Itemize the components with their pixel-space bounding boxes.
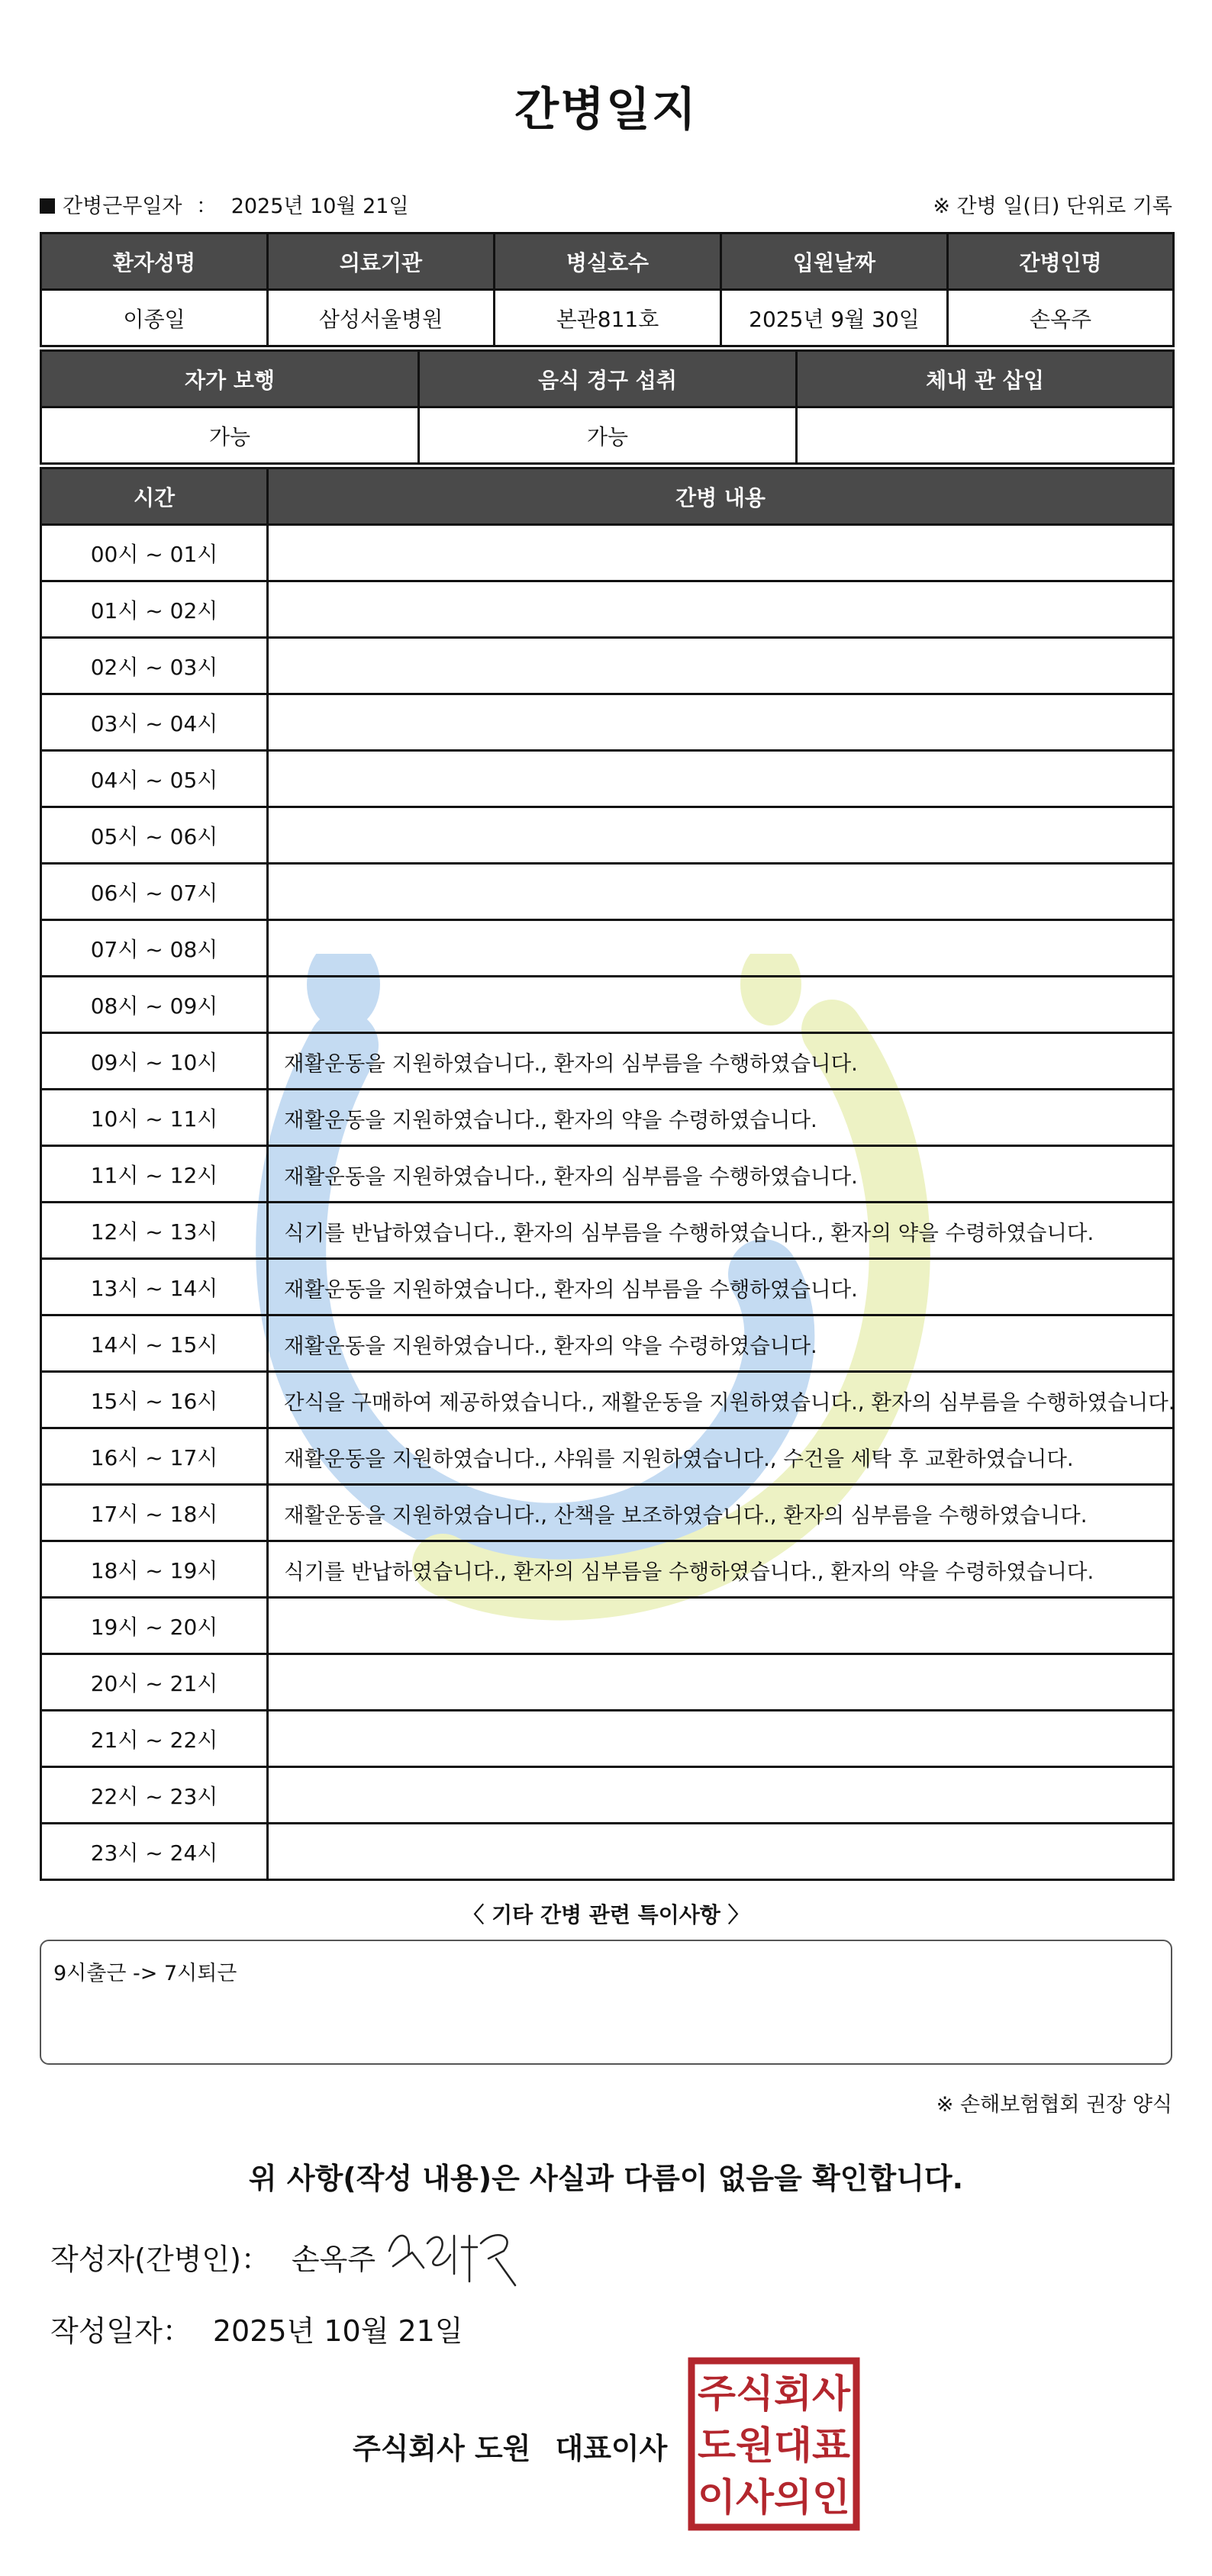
special-notes-text: 9시출근 -> 7시퇴근 [53,1962,237,1985]
table-row [41,1711,1174,1767]
header-time: 시간 [41,469,268,525]
time-slot: 01시 ~ 02시 [41,581,268,638]
time-slot: 20시 ~ 21시 [41,1654,268,1711]
care-content [268,807,1174,864]
care-content: 재활운동을 지원하였습니다., 환자의 약을 수령하였습니다. [268,1315,1174,1372]
page-title: 간병일지 [514,83,698,137]
tube-insertion [797,407,1174,464]
care-content [268,525,1174,581]
care-content [268,977,1174,1033]
oral-intake: 가능 [419,407,797,464]
work-date-separator: ： [196,195,218,218]
written-date-value: 2025년 10월 21일 [212,2314,463,2348]
patient-status-header-row [41,351,1174,407]
table-row [41,1146,1174,1203]
writer-line [50,2236,376,2278]
time-slot: 07시 ~ 08시 [41,920,268,977]
seal-text-line: 이사의인 [698,2475,850,2520]
company-seal-stamp [687,2356,861,2532]
time-slot: 21시 ~ 22시 [41,1711,268,1767]
time-slot: 16시 ~ 17시 [41,1428,268,1485]
time-slot: 12시 ~ 13시 [41,1203,268,1259]
seal-text-line: 도원대표 [698,2423,851,2468]
care-log-header-row [41,469,1174,525]
header-care-content: 간병 내용 [268,469,1174,525]
table-row [41,1090,1174,1146]
writer-name: 손옥주 [291,2243,376,2276]
time-slot: 08시 ~ 09시 [41,977,268,1033]
time-slot: 18시 ~ 19시 [41,1541,268,1598]
table-row [41,920,1174,977]
table-row [41,694,1174,751]
recommended-form-note: ※ 손해보험협회 권장 양식 [936,2093,1172,2117]
header-admission-date: 입원날짜 [721,233,948,290]
care-content: 식기를 반납하였습니다., 환자의 심부름을 수행하였습니다., 환자의 약을 수령하였습니다. [268,1541,1174,1598]
care-content: 재활운동을 지원하였습니다., 환자의 약을 수령하였습니다. [268,1090,1174,1146]
work-date-value: 2025년 10월 21일 [230,195,409,218]
time-slot: 02시 ~ 03시 [41,638,268,694]
care-content [268,638,1174,694]
seal-text-line: 주식회사 [698,2372,851,2416]
care-content [268,694,1174,751]
table-row [41,1598,1174,1654]
care-content [268,1767,1174,1824]
header-room-number: 병실호수 [495,233,721,290]
care-content: 재활운동을 지원하였습니다., 환자의 심부름을 수행하였습니다. [268,1259,1174,1315]
record-unit-note: ※ 간병 일(日) 단위로 기록 [933,195,1172,218]
self-walking: 가능 [41,407,419,464]
care-content: 간식을 구매하여 제공하였습니다., 재활운동을 지원하였습니다., 환자의 심부름을 수행하였습니다. [268,1372,1174,1428]
time-slot: 19시 ~ 20시 [41,1598,268,1654]
confirmation-statement: 위 사항(작성 내용)은 사실과 다름이 없음을 확인합니다. [248,2162,964,2195]
table-row [41,581,1174,638]
care-content [268,1824,1174,1880]
patient-name: 이종일 [41,290,268,346]
table-row [41,864,1174,920]
square-bullet-icon [40,198,55,214]
time-slot: 23시 ~ 24시 [41,1824,268,1880]
table-row [41,1428,1174,1485]
care-content: 식기를 반납하였습니다., 환자의 심부름을 수행하였습니다., 환자의 약을 수령하였습니다. [268,1203,1174,1259]
table-row [41,1767,1174,1824]
care-content: 재활운동을 지원하였습니다., 환자의 심부름을 수행하였습니다. [268,1033,1174,1090]
care-content [268,1654,1174,1711]
care-content: 재활운동을 지원하였습니다., 산책을 보조하였습니다., 환자의 심부름을 수행하였습니다. [268,1485,1174,1541]
time-slot: 00시 ~ 01시 [41,525,268,581]
table-row [41,751,1174,807]
table-row [41,807,1174,864]
writer-label: 작성자(간병인)： [50,2243,270,2276]
admission-date: 2025년 9월 30일 [721,290,948,346]
time-slot: 03시 ~ 04시 [41,694,268,751]
table-row [41,638,1174,694]
written-date-line [50,2307,463,2349]
special-notes-heading: 〈 기타 간병 관련 특이사항 〉 [463,1902,749,1927]
special-notes-box [40,1940,1172,2065]
patient-info-header-row [41,233,1174,290]
table-row [41,1485,1174,1541]
table-row [41,1824,1174,1880]
patient-status-value-row [41,407,1174,464]
time-slot: 11시 ~ 12시 [41,1146,268,1203]
care-content [268,864,1174,920]
care-content [268,920,1174,977]
header-oral-intake: 음식 경구 섭취 [419,351,797,407]
caregiver-name: 손옥주 [948,290,1174,346]
patient-info-value-row [41,290,1174,346]
care-content: 재활운동을 지원하였습니다., 샤워를 지원하였습니다., 수건을 세탁 후 교환하였습니다. [268,1428,1174,1485]
care-log-table [40,467,1175,1881]
table-row [41,1259,1174,1315]
time-slot: 13시 ~ 14시 [41,1259,268,1315]
header-self-walking: 자가 보행 [41,351,419,407]
table-row [41,1033,1174,1090]
table-row [41,1541,1174,1598]
header-hospital: 의료기관 [268,233,495,290]
time-slot: 06시 ~ 07시 [41,864,268,920]
header-caregiver-name: 간병인명 [948,233,1174,290]
header-patient-name: 환자성명 [41,233,268,290]
time-slot: 04시 ~ 05시 [41,751,268,807]
company-title: 대표이사 [555,2432,668,2465]
table-row [41,1372,1174,1428]
time-slot: 15시 ~ 16시 [41,1372,268,1428]
time-slot: 17시 ~ 18시 [41,1485,268,1541]
table-row [41,1315,1174,1372]
time-slot: 10시 ~ 11시 [41,1090,268,1146]
handwritten-signature [382,2213,534,2289]
patient-status-table [40,349,1175,465]
company-name: 주식회사 도원 [353,2432,531,2465]
table-row [41,1203,1174,1259]
work-date-line [40,189,409,219]
time-slot: 05시 ~ 06시 [41,807,268,864]
work-date-label: 간병근무일자 [63,195,182,218]
header-tube-insertion: 체내 관 삽입 [797,351,1174,407]
written-date-label: 작성일자： [50,2314,192,2348]
care-content [268,1598,1174,1654]
table-row [41,1654,1174,1711]
company-line [353,2425,667,2467]
time-slot: 14시 ~ 15시 [41,1315,268,1372]
table-row [41,977,1174,1033]
table-row [41,525,1174,581]
time-slot: 09시 ~ 10시 [41,1033,268,1090]
patient-info-table [40,232,1175,347]
time-slot: 22시 ~ 23시 [41,1767,268,1824]
room-number: 본관811호 [495,290,721,346]
care-content: 재활운동을 지원하였습니다., 환자의 심부름을 수행하였습니다. [268,1146,1174,1203]
care-content [268,1711,1174,1767]
care-content [268,751,1174,807]
hospital: 삼성서울병원 [268,290,495,346]
care-content [268,581,1174,638]
